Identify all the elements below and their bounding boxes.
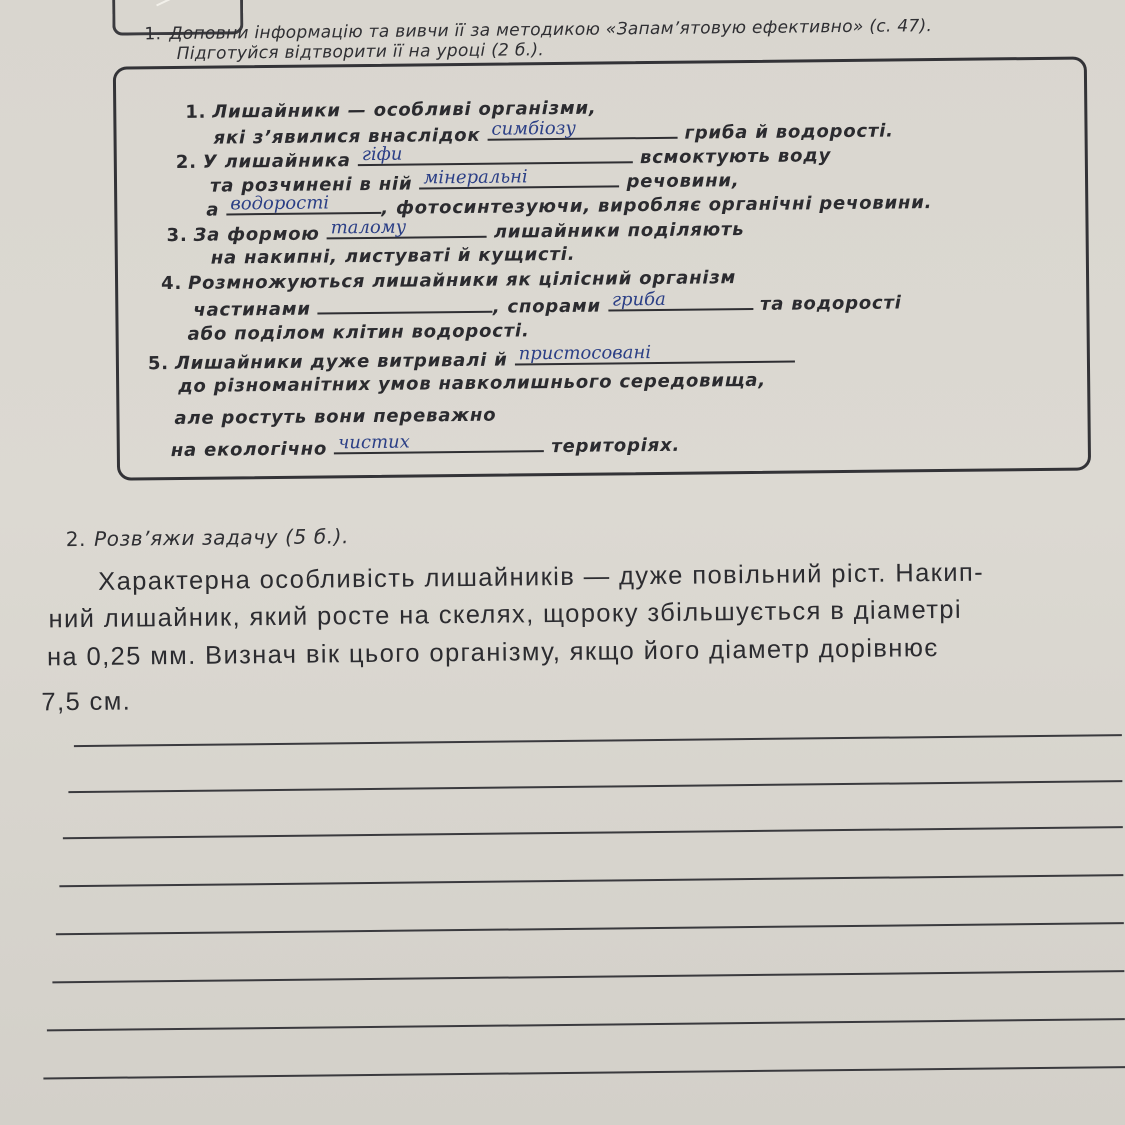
item2-blank3[interactable] [226,192,381,216]
item5-line2: до різноманітних умов навколишнього середовища, [178,369,767,397]
item3-line2: на накипні, листуваті й кущисті. [210,243,576,269]
answer-line[interactable] [63,826,1123,839]
handwritten-answer: водорості [230,192,330,215]
item5-line4: на екологічно чистих територіях. [170,431,681,462]
answer-line[interactable] [68,780,1122,793]
item4-blank2[interactable] [608,288,753,312]
item2-line3: а водорості , фотосинтезуючи, виробляє органічні речовини. [206,192,933,221]
item2-line2: та розчинені в ній мінеральні речовини, [209,166,740,197]
item5-blank1[interactable] [515,342,795,366]
item3-line1: 3. За формою талому лишайники поділяють [166,216,745,247]
item5-line3: але ростуть вони переважно [174,404,497,430]
answer-line[interactable] [47,1018,1125,1031]
answer-line[interactable] [74,734,1122,747]
answer-line[interactable] [52,970,1124,983]
answer-line[interactable] [56,922,1124,935]
task1-heading-line2: Підготуйся відтворити її на уроці (2 б.). [176,40,545,64]
item5-line1: 5. Лишайники дуже витривалі й пристосовані [148,345,795,375]
corner-tick-mark [156,0,184,6]
handwritten-answer: чистих [338,431,410,454]
task2-heading: 2. Розв’яжи задачу (5 б.). [65,524,350,552]
item4-blank1[interactable] [318,295,493,315]
handwritten-answer: симбіозу [491,117,576,140]
item5-blank2[interactable] [334,431,544,454]
item3-blank[interactable] [327,216,487,240]
item1-line2: які з’явилися внаслідок симбіозу гриба й водорості. [213,117,894,149]
item2-blank1[interactable] [358,145,633,166]
problem-line-4: 7,5 см. [41,687,132,717]
answer-line[interactable] [59,874,1123,887]
item4-line1: 4. Розмножуються лишайники як цілісний організм [160,267,737,295]
problem-line-1: Характерна особливість лишайників — дуже повільний ріст. Накип- [98,558,985,596]
item1-line1: 1. Лишайники — особливі організми, [185,97,597,123]
item1-blank[interactable] [487,117,677,141]
item4-line2: частинами , спорами гриба та водорості [193,288,902,321]
handwritten-answer: талому [330,216,407,239]
task1-heading-line1: 1. Доповни інформацію та вивчи її за методикою «Запам’ятовую ефективно» (с. 47). [144,16,933,45]
item4-line3: або поділом клітин водорості. [187,320,530,345]
handwritten-answer: гриба [611,288,666,311]
problem-line-3: на 0,25 мм. Визнач вік цього організму, якщо його діаметр дорівнює [46,634,939,672]
handwritten-answer: мінеральні [423,166,528,189]
item2-line1: 2. У лишайника гіфи всмоктують воду [175,143,832,174]
handwritten-answer: гіфи [361,143,403,166]
item2-blank2[interactable] [419,166,619,189]
problem-line-2: ний лишайник, який росте на скелях, щороку збільшується в діаметрі [48,595,963,634]
answer-line[interactable] [43,1066,1125,1079]
handwritten-answer: пристосовані [518,342,652,365]
